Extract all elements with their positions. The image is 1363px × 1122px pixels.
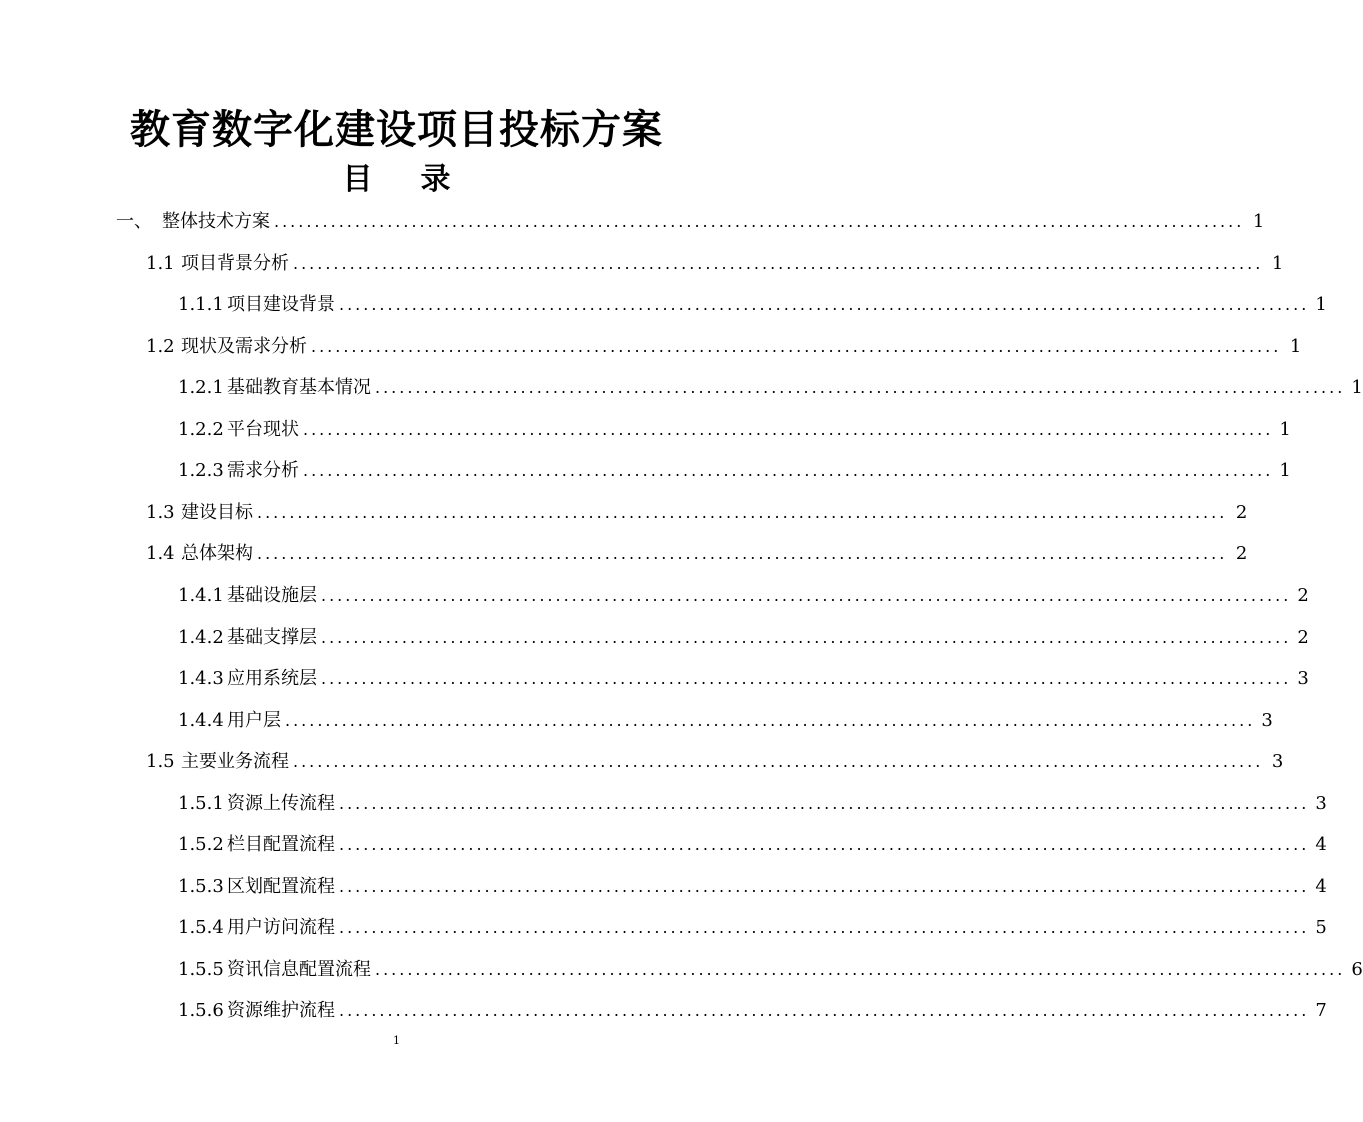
toc-entry-label: 项目建设背景 bbox=[227, 294, 335, 316]
toc-entry-number: 1.1.1 bbox=[178, 294, 224, 316]
toc-dot-leader: ........................................................................................................................ bbox=[311, 336, 1282, 356]
toc-entry[interactable] bbox=[178, 416, 1291, 444]
toc-entry[interactable] bbox=[146, 748, 1284, 776]
toc-entry-label: 主要业务流程 bbox=[181, 751, 289, 773]
toc-entry-number: 1.5.6 bbox=[178, 1000, 224, 1022]
toc-dot-leader: ........................................................................................................................ bbox=[375, 378, 1346, 398]
toc-entry-page: 1 bbox=[1315, 294, 1327, 316]
toc-entry-label: 区划配置流程 bbox=[227, 875, 335, 897]
toc-dot-leader: ........................................................................................................................ bbox=[321, 627, 1292, 647]
toc-dot-leader: ........................................................................................................................ bbox=[339, 793, 1310, 813]
toc-entry-page: 3 bbox=[1315, 792, 1327, 814]
toc-entry-label: 用户访问流程 bbox=[227, 917, 335, 939]
toc-dot-leader: ........................................................................................................................ bbox=[293, 752, 1264, 772]
toc-entry-label: 用户层 bbox=[227, 709, 281, 731]
toc-entry[interactable] bbox=[116, 208, 1265, 236]
toc-entry[interactable] bbox=[178, 956, 1363, 984]
toc-dot-leader: ........................................................................................................................ bbox=[321, 585, 1292, 605]
toc-entry-number: 1.5.3 bbox=[178, 875, 224, 897]
toc-entry-page: 3 bbox=[1297, 668, 1309, 690]
toc-entry-page: 1 bbox=[1271, 252, 1284, 274]
toc-entry-label: 资讯信息配置流程 bbox=[227, 958, 371, 980]
toc-entry-number: 1.5.5 bbox=[178, 958, 224, 980]
toc-entry-label: 资源上传流程 bbox=[227, 792, 335, 814]
toc-dot-leader: ........................................................................................................................ bbox=[339, 295, 1310, 315]
toc-heading-char-1: 目 bbox=[342, 162, 373, 197]
toc-entry-page: 1 bbox=[1252, 211, 1265, 232]
toc-entry-label: 整体技术方案 bbox=[162, 211, 270, 232]
toc-entry-page: 1 bbox=[1279, 460, 1291, 482]
toc-entry-page: 4 bbox=[1315, 875, 1327, 897]
toc-entry-page: 5 bbox=[1315, 917, 1327, 939]
toc-entry[interactable] bbox=[178, 997, 1327, 1025]
toc-dot-leader: ........................................................................................................................ bbox=[274, 212, 1245, 231]
toc-entry-number: 1.4.3 bbox=[178, 668, 224, 690]
toc-entry-page: 2 bbox=[1235, 501, 1248, 523]
toc-entry-page: 2 bbox=[1297, 626, 1309, 648]
toc-dot-leader: ........................................................................................................................ bbox=[321, 669, 1292, 689]
toc-dot-leader: ........................................................................................................................ bbox=[339, 918, 1310, 938]
toc-entry[interactable] bbox=[178, 707, 1273, 735]
document-title: 教育数字化建设项目投标方案 bbox=[130, 106, 663, 153]
toc-entry[interactable] bbox=[178, 457, 1291, 485]
toc-entry[interactable] bbox=[178, 914, 1327, 942]
toc-entry-number: 1.2.3 bbox=[178, 460, 224, 482]
toc-entry-page: 2 bbox=[1235, 543, 1248, 565]
toc-entry[interactable] bbox=[178, 665, 1309, 693]
toc-entry-label: 平台现状 bbox=[227, 418, 299, 440]
toc-dot-leader: ........................................................................................................................ bbox=[375, 959, 1346, 979]
toc-dot-leader: ........................................................................................................................ bbox=[339, 876, 1310, 896]
toc-entry-page: 1 bbox=[1279, 418, 1291, 440]
toc-entry-number: 1.3 bbox=[146, 501, 175, 523]
toc-entry-number: 1.5 bbox=[146, 751, 175, 773]
toc-entry-page: 6 bbox=[1351, 958, 1363, 980]
toc-entry-page: 7 bbox=[1315, 1000, 1327, 1022]
toc-entry[interactable] bbox=[178, 873, 1327, 901]
toc-entry[interactable] bbox=[146, 250, 1284, 278]
toc-dot-leader: ........................................................................................................................ bbox=[257, 502, 1228, 522]
toc-entry-label: 基础教育基本情况 bbox=[227, 377, 371, 399]
toc-entry-label: 需求分析 bbox=[227, 460, 299, 482]
footer-page-number: 1 bbox=[393, 1034, 400, 1047]
toc-entry-label: 栏目配置流程 bbox=[227, 834, 335, 856]
toc-entry-number: 1.2.2 bbox=[178, 418, 224, 440]
toc-entry-number: 1.5.4 bbox=[178, 917, 224, 939]
toc-entry[interactable] bbox=[178, 374, 1363, 402]
toc-dot-leader: ........................................................................................................................ bbox=[293, 253, 1264, 273]
toc-entry-number: 一、 bbox=[116, 211, 152, 232]
toc-entry[interactable] bbox=[178, 831, 1327, 859]
toc-entry-label: 资源维护流程 bbox=[227, 1000, 335, 1022]
toc-dot-leader: ........................................................................................................................ bbox=[257, 544, 1228, 564]
toc-heading-char-2: 录 bbox=[420, 162, 451, 197]
toc-entry-page: 1 bbox=[1351, 377, 1363, 399]
toc-entry[interactable] bbox=[178, 582, 1309, 610]
toc-entry-label: 现状及需求分析 bbox=[181, 335, 307, 357]
toc-dot-leader: ........................................................................................................................ bbox=[339, 835, 1310, 855]
toc-entry-page: 4 bbox=[1315, 834, 1327, 856]
toc-entry-number: 1.2 bbox=[146, 335, 175, 357]
toc-entry-label: 建设目标 bbox=[181, 501, 253, 523]
toc-dot-leader: ........................................................................................................................ bbox=[285, 710, 1256, 730]
toc-dot-leader: ........................................................................................................................ bbox=[303, 461, 1274, 481]
toc-entry[interactable] bbox=[146, 540, 1248, 568]
toc-entry-page: 1 bbox=[1289, 335, 1302, 357]
toc-entry-page: 3 bbox=[1261, 709, 1273, 731]
toc-entry-label: 应用系统层 bbox=[227, 668, 317, 690]
toc-dot-leader: ........................................................................................................................ bbox=[303, 419, 1274, 439]
toc-entry[interactable] bbox=[178, 291, 1327, 319]
toc-dot-leader: ........................................................................................................................ bbox=[339, 1001, 1310, 1021]
toc-entry-label: 基础设施层 bbox=[227, 584, 317, 606]
toc-entry[interactable] bbox=[178, 790, 1327, 818]
toc-entry-page: 2 bbox=[1297, 584, 1309, 606]
toc-entry-number: 1.5.1 bbox=[178, 792, 224, 814]
toc-entry-number: 1.4.1 bbox=[178, 584, 224, 606]
toc-entry-number: 1.4.2 bbox=[178, 626, 224, 648]
toc-entry-number: 1.2.1 bbox=[178, 377, 224, 399]
toc-entry-label: 总体架构 bbox=[181, 543, 253, 565]
toc-entry[interactable] bbox=[146, 333, 1302, 361]
toc-entry[interactable] bbox=[146, 499, 1248, 527]
toc-entry-label: 基础支撑层 bbox=[227, 626, 317, 648]
toc-entry[interactable] bbox=[178, 624, 1309, 652]
toc-entry-page: 3 bbox=[1271, 751, 1284, 773]
toc-entry-number: 1.1 bbox=[146, 252, 175, 274]
toc-entry-label: 项目背景分析 bbox=[181, 252, 289, 274]
toc-entry-number: 1.4.4 bbox=[178, 709, 224, 731]
toc-entry-number: 1.4 bbox=[146, 543, 175, 565]
toc-entry-number: 1.5.2 bbox=[178, 834, 224, 856]
